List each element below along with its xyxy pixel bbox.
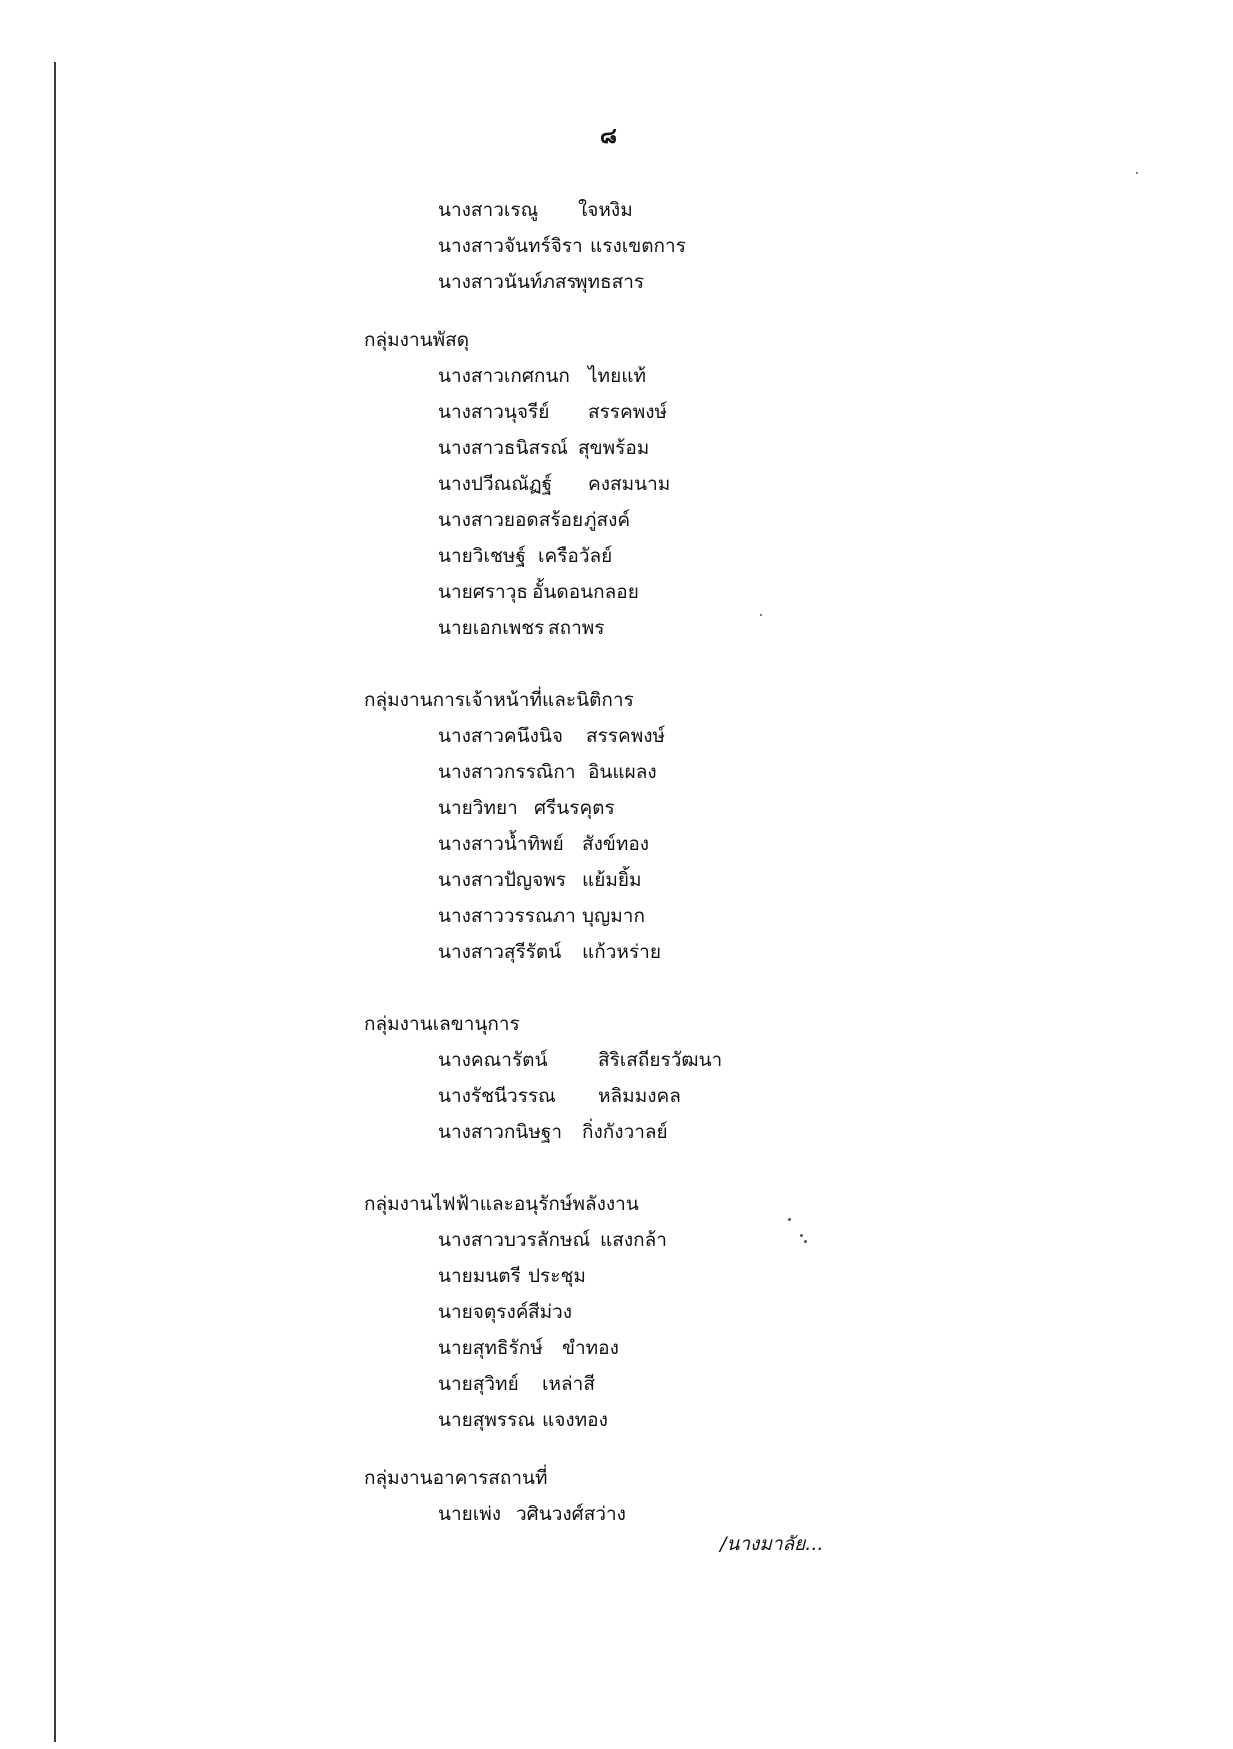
name-line <box>438 472 670 496</box>
last-name: แสงกล้า <box>600 1229 667 1251</box>
name-line <box>438 724 665 748</box>
first-name: นายเอกเพชร <box>438 617 545 639</box>
name-line <box>438 508 630 532</box>
first-name: นางสาวนันท์ภสร <box>438 271 577 293</box>
first-name: นายสุวิทย์ <box>438 1373 519 1395</box>
name-line <box>438 1502 626 1526</box>
last-name: ประชุม <box>528 1265 586 1287</box>
group-heading: กลุ่มงานอาคารสถานที่ <box>364 1467 548 1489</box>
name-line <box>438 270 644 294</box>
last-name: สังข์ทอง <box>582 833 650 855</box>
group-heading: กลุ่มงานพัสดุ <box>364 329 470 351</box>
continued-text: /นางมาลัย... <box>720 1533 824 1555</box>
last-name: ศรีนรคุตร <box>534 797 615 819</box>
name-line <box>438 940 661 964</box>
first-name: นายศราวุธ <box>438 581 528 603</box>
last-name: แย้มยิ้ม <box>582 869 642 891</box>
name-line <box>438 1120 668 1144</box>
first-name: นางสาวนุจรีย์ <box>438 401 550 423</box>
last-name: แก้วหร่าย <box>582 941 661 963</box>
first-name: นางสาวยอดสร้อย <box>438 509 584 531</box>
last-name: ใจหงิม <box>578 199 633 221</box>
first-name: นางสาวสุรีรัตน์ <box>438 941 562 963</box>
first-name: นางสาวน้ำทิพย์ <box>438 833 564 855</box>
name-line <box>438 580 639 604</box>
name-line <box>438 1336 619 1360</box>
last-name: สถาพร <box>548 617 605 639</box>
name-line <box>438 1372 595 1396</box>
first-name: นางสาวคนึงนิจ <box>438 725 563 747</box>
scan-speck <box>804 1240 807 1243</box>
first-name: นางสาวเรณู <box>438 199 539 221</box>
first-name: นายวิเชษฐ์ <box>438 545 526 567</box>
first-name: นายสุพรรณ <box>438 1409 535 1431</box>
name-line <box>438 1264 586 1288</box>
name-line <box>438 616 605 640</box>
group-heading: กลุ่มงานการเจ้าหน้าที่และนิติการ <box>364 689 634 711</box>
name-line <box>438 832 649 856</box>
last-name: พุทธสาร <box>575 271 645 293</box>
name-line <box>438 198 633 222</box>
last-name: สรรคพงษ์ <box>588 401 668 423</box>
name-line <box>438 234 686 258</box>
last-name: ขำทอง <box>562 1337 619 1359</box>
first-name: นางสาวธนิสรณ์ <box>438 437 568 459</box>
first-name: นางรัชนีวรรณ <box>438 1085 556 1107</box>
first-name: นายวิทยา <box>438 797 518 819</box>
first-name: นางสาววรรณภา <box>438 905 576 927</box>
last-name: วศินวงศ์สว่าง <box>516 1503 626 1525</box>
scan-speck <box>800 1234 803 1237</box>
last-name: แรงเขตการ <box>590 235 686 257</box>
first-name: นางสาวกนิษฐา <box>438 1121 563 1143</box>
name-line <box>438 436 649 460</box>
last-name: สรรคพงษ์ <box>586 725 666 747</box>
last-name: คงสมนาม <box>588 473 671 495</box>
name-line <box>438 1408 608 1432</box>
first-name: นางคณารัตน์ <box>438 1049 548 1071</box>
name-line <box>438 1300 572 1324</box>
scan-speck <box>760 614 762 616</box>
name-line <box>438 796 615 820</box>
first-name: นายมนตรี <box>438 1265 521 1287</box>
first-name: นางสาวกรรณิกา <box>438 761 576 783</box>
group-heading: กลุ่มงานไฟฟ้าและอนุรักษ์พลังงาน <box>364 1193 639 1215</box>
first-name: นางปวีณณัฏฐ์ <box>438 473 553 495</box>
scan-speck <box>1136 172 1138 174</box>
first-name: นางสาวบวรลักษณ์ <box>438 1229 591 1251</box>
last-name: สิริเสถียรวัฒนา <box>598 1049 723 1071</box>
last-name: อินแผลง <box>588 761 657 783</box>
last-name: แจงทอง <box>542 1409 608 1431</box>
scan-speck <box>788 1218 791 1221</box>
name-line <box>438 1048 722 1072</box>
left-margin-rule <box>54 62 56 1742</box>
first-name: นายเพ่ง <box>438 1503 502 1525</box>
last-name: ภู่สงค์ <box>584 509 631 531</box>
last-name: อั้นดอนกลอย <box>532 581 639 603</box>
group-heading: กลุ่มงานเลขานุการ <box>364 1013 520 1035</box>
name-line <box>438 1084 681 1108</box>
first-name: นายสุทธิรักษ์ <box>438 1337 543 1359</box>
last-name: เหล่าสี <box>542 1373 595 1395</box>
last-name: เครือวัลย์ <box>538 545 613 567</box>
last-name: สีม่วง <box>528 1301 573 1323</box>
name-line <box>438 544 612 568</box>
first-name: นางสาวเกศกนก <box>438 365 570 387</box>
page-number: ๘ <box>600 124 617 149</box>
first-name: นายจตุรงค์ <box>438 1301 529 1323</box>
first-name: นางสาวจันทร์จิรา <box>438 235 583 257</box>
last-name: บุญมาก <box>582 905 645 927</box>
name-line <box>438 400 667 424</box>
name-line <box>438 868 642 892</box>
last-name: หลิมมงคล <box>598 1085 681 1107</box>
last-name: กิ่งกังวาลย์ <box>582 1121 668 1143</box>
name-line <box>438 760 657 784</box>
last-name: ไทยแท้ <box>588 365 646 387</box>
first-name: นางสาวปัญจพร <box>438 869 566 891</box>
name-line <box>438 904 645 928</box>
name-line <box>438 364 646 388</box>
name-line <box>438 1228 667 1252</box>
last-name: สุขพร้อม <box>578 437 650 459</box>
